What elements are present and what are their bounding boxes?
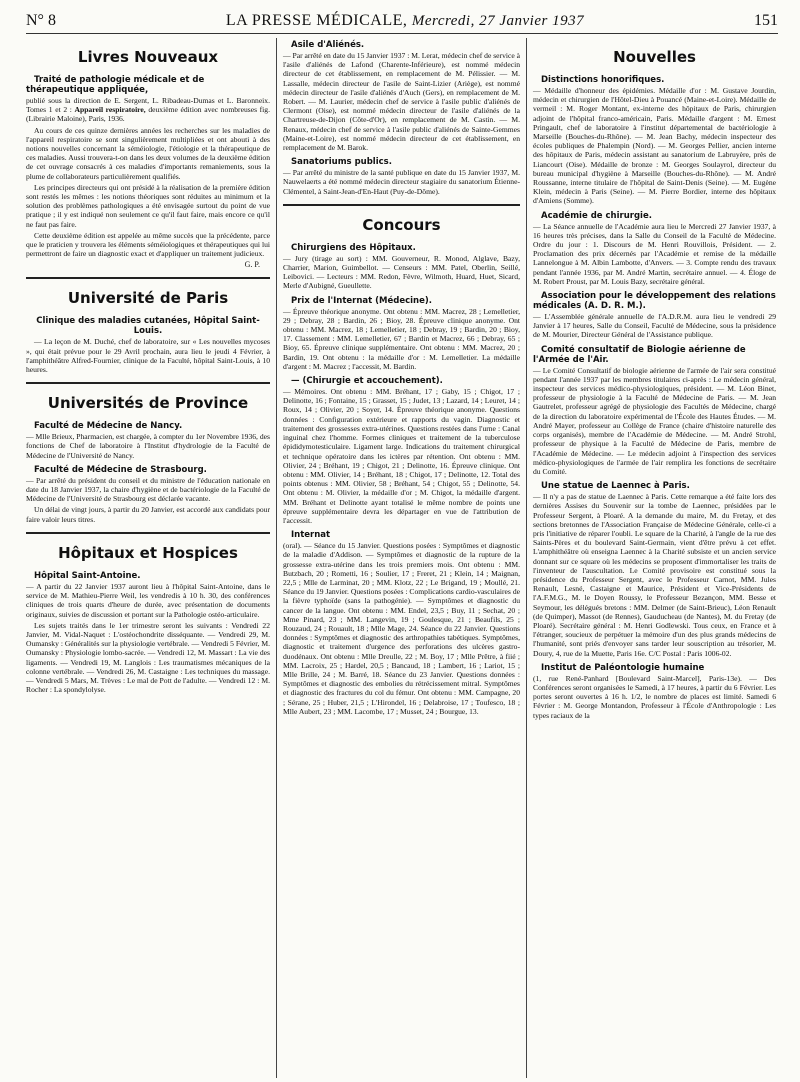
book-volume: Appareil respiratoire, [74,105,146,115]
review-paragraph-2: Les principes directeurs qui ont présidé à la réalisation de la première édition sont restés les mêmes : les notions théoriques sont réduites au minimum et la solution des problèmes pathologiques a été envisagée surtout du point de vue pratique ; il y est indiqué non seulement ce qu'il faut faire, mais encore ce qu'il ne faut pas faire. [26,182,270,229]
section-title-livres: Livres Nouveaux [77,48,219,66]
section-divider [26,382,270,384]
masthead-title [226,12,584,30]
book-details [26,96,270,124]
book-heading [26,75,270,95]
paris-item-body: — La leçon de M. Duché, chef de laboratoire, sur « Les nouvelles mycoses », qui était prévue pour le 29 Avril prochain, aura lieu le jeudi 4 Février, à l'amphithéâtre Alfred-Fournier, clinique de la Faculté, hôpital Saint-Louis, à 10 heures. [26,337,270,375]
running-head [26,0,778,34]
prix-chirurgie-body: — Mémoires. Ont obtenu : MM. Bréhant, 17 ; Gaby, 15 ; Chigot, 17 ; Delinotte, 16 ; Fontaine, 15 ; Grasset, 15 ; Judet, 13 ; Lazard, 14 ; Leuret, 14 ; Roux, 14 ; Olivier, 20 ; Soyer, 14. Épreuve théorique anonyme. Questions données : Configuration extérieure et rapports du vagin. Diagnostic et traitement des grossesses extra-utérines. Questions restées dans l'urne : Canal inguinal chez l'homme. Formes cliniques et traitement de la tuberculose épididymotesticulaire. Ligament large. Indications du traitement chirurgical et technique opératoire dans les ictères par rétention. Ont obtenu : MM. Olivier, 24 ; Bréhant, 19 ; Chigot, 21 ; Delinotte, 16. Épreuve clinique. Ont obtenu : MM. Olivier, 14 ; Bréhant, 18 ; Chigot, 17 ; Delinotte, 12. Total des points obtenus : MM. Olivier, 58 ; Bréhant, 54 ; Chigot, 55 ; Delinotte, 54. Ont obtenu : M. Olivier, la médaille d'or ; M. Chigot, la médaille d'argent. MM. Bréhant et Delinotte ayant totalisé le même nombre de points une épreuve supplémentaire devra les départager en vue de l'attribution de l'accessit. [283,387,520,525]
prix-heading: Prix de l'Internat (Médecine). [291,295,432,306]
section-title-concours: Concours [362,215,441,234]
paris-item-heading: Clinique des maladies cutanées, Hôpital Saint-Louis. [36,316,260,337]
distinctions-body: — Médaille d'honneur des épidémies. Médaille d'or : M. Gustave Jourdin, médecin et chirurgien de l'Hôtel-Dieu à Pouancé (Maine-et-Loire). Médaille de vermeil : M. Roger Montant, ex-interne des hôpitaux de Paris, chirurgien adjoint de l'hôpital franco-américain, Paris. Médaille d'argent : M. Ernest Pringault, chef de laboratoire à l'institut départemental de bactériologie à Marseille (Bouches-du-Rhône). — M. Jean Bachy, médecin inspecteur des écoles publiques de Phalempin (Nord). — M. Georges Pellier, ancien interne des hôpitaux de Paris, médecin assistant au sanatorium de Labruyère, près de Liancourt (Oise). Médaille de bronze : M. Georges Soulayrol, directeur du bureau municipal d'hygiène à Marseille (Bouches-du-Rhône). — M. André Roussanne, interne titulaire de l'hôpital de Saint-Denis (Seine). — M. Eugène Klein, médecin à Paris (Seine). — M. Pierre Bordier, interne des hôpitaux d'Amiens (Somme). [533,86,776,206]
nancy-body: — Mlle Brieux, Pharmacien, est chargée, à compter du 1er Novembre 1936, des fonctions de Chef de laboratoire à l'Institut d'hydrologie de la Faculté de Médecine de l'Université de Nancy. [26,432,270,460]
section-divider [26,277,270,279]
antoine-body-2: Les sujets traités dans le 1er trimestre seront les suivants : Vendredi 22 Janvier, M. Vidal-Naquet : L'ostéochondrite disséquante. — Vendredi 29, M. Oumansky : Généralités sur la physiologie vertébrale. — Vendredi 5 Février, M. Oumansky : Physiologie lombo-sacrée. — Vendredi 12, M. Massart : La vie des ligaments. — Vendredi 19, M. Langlois : Les traumatismes mécaniques de la colonne vertébrale. — Vendredi 26, M. Castaigne : Les techniques du massage. — Vendredi 5 Mars, M. Trèves : Le mal de Pott de l'adulte. — Vendredi 12 : M. Rocher : La spondylolyse. [26,620,270,695]
comite-heading: Comité consultatif de Biologie aérienne de l'Armée de l'Air. [533,344,746,365]
association-body: — L'Assemblée générale annuelle de l'A.D.R.M. aura lieu le vendredi 29 Janvier à 17 heures, Salle du Conseil, Faculté de Médecine, sous la présidence de M. Mourier, Directeur Général de l'Assistance publique. [533,312,776,340]
journal-name: LA PRESSE MÉDICALE, [225,12,408,29]
issue-date: Mercredi, 27 Janvier 1937 [411,13,585,29]
column-3 [526,38,776,1078]
prix-chirurgie-heading: — (Chirurgie et accouchement). [291,376,443,387]
book-edition: deuxième édition avec nombreuses fig. (Librairie Maloine), Paris, 1936. [26,105,270,124]
columns [26,38,778,1078]
review-paragraph-1: Au cours de ces quinze dernières années les recherches sur les maladies de l'appareil respiratoire se sont singulièrement multipliées et ont abouti à des notions nouvelles concernant la séméiologie, l'étiologie et la thérapeutique de ces maladies. Aussi trouvera-t-on dans les deux volumes de la deuxième édition de cet ouvrage consacrés à ces maladies d'importants remaniements, sous la plume de collaborateurs particulièrement qualifiés. [26,125,270,181]
statue-heading: Une statue de Laennec à Paris. [541,481,690,492]
sana-body: — Par arrêté du ministre de la santé publique en date du 15 Janvier 1937, M. Nauwelaerts a été nommé médecin directeur stagiaire du sanatorium Étienne-Clémentel, à Saint-Jean-d'En-Haut (Puy-de-Dôme). [283,168,520,196]
column-1 [26,38,276,1078]
strasbourg-body-2: Un délai de vingt jours, à partir du 20 Janvier, est accordé aux candidats pour faire valoir leurs titres. [26,505,270,524]
antoine-heading: Hôpital Saint-Antoine. [34,570,141,581]
distinctions-heading: Distinctions honorifiques. [541,75,665,85]
prix-body: — Épreuve théorique anonyme. Ont obtenu : MM. Macrez, 28 ; Lemelletier, 29 ; Debray, 28 ; Bardin, 26 ; Bioy, 28. Épreuve clinique anonyme. Ont obtenu : MM. Macrez, 18 ; Lemelletier, 18 ; Debray, 19 ; Bardin, 20 ; Bioy, 17. Classement : MM. Lemelletier, 67 ; Bardin et Macrez, 66 ; Debray, 65 ; Bioy, 65. Épreuve clinique supplémentaire. Ont obtenu : MM. Macrez, 20 ; Bardin, 19. Ont obtenu : la médaille d'or : M. Lemelletier. La médaille d'argent : M. Macrez ; l'accessit, M. Bardin. [283,306,520,371]
asile-body: — Par arrêté en date du 15 Janvier 1937 : M. Lerat, médecin chef de service à l'asile d'aliénés de Lafond (Charente-Inférieure), est nommé médecin directeur de cet établissement, en remplacement de M. Pélissier. — M. Lassalle, médecin directeur de l'asile de Saint-Lizier (Ariège), est nommé médecin directeur de l'asile d'aliénés d'Auch (Gers), en remplacement de M. Robert. — M. Laurier, médecin chef de service à l'asile public d'aliénés de Clermont (Oise), est nommé médecin directeur de l'asile d'aliénés de la Chartreuse-de-Dijon (Côte-d'Or), en remplacement de M. Castin. — M. Renaux, médecin chef de service à l'asile public d'aliénés de Sainte-Gemmes (Maine-et-Loire), est nommé médecin directeur de cet établissement, en remplacement de M. Barok. [283,51,520,153]
internat-body: (oral). — Séance du 15 Janvier. Questions posées : Symptômes et diagnostic de la maladie d'Addison. — Symptômes et diagnostic de la rupture de la grossesse extra-utérine dans les trois premiers mois. Ont obtenu : MM. Butzbach, 20 ; Rometti, 16 ; Soulier, 17 ; Freret, 21 ; Klein, 14 ; Maignan, 22,5 ; Mlle de Larminat, 20 ; MM. Klotz, 22 ; Le Brigand, 19 ; Moullé, 21. Séance du 19 Janvier. Questions posées : Complications cardio-vasculaires de la fièvre typhoïde (sans la pathogénie). — Symptômes et diagnostic du cancer de la langue. Ont obtenu : MM. Endel, 23,5 ; Buy, 11 ; Sechat, 20 ; Mme Pinard, 23 ; MM. Langevin, 19 ; Goulesque, 21 ; Beaufils, 25 ; Rouzaud, 24 ; Rouault, 18 ; Mlle Mage, 24. Séance du 22 Janvier. Questions données : Symptômes et diagnostic des arthropathies tabétiques. Symptômes, diagnostic et traitement d'urgence des perforations des ulcères gastro-duodénaux. Ont obtenu : Mlle Dreulle, 22 ; M. Boy, 17 ; Mlle Prêtre, à fiié ; MM. Lacroix, 25 ; Hardel, 20,5 ; Bancaud, 18 ; Lambert, 16 ; Lariot, 15 ; Mlle Brille, 24 ; M. Barré, 18. Séance du 23 Janvier. Questions données : Symptômes et diagnostic des embolies du rétrécissement mitral. Symptômes et diagnostic des fractures du col du fémur. Ont obtenu : MM. Campagne, 20 ; Sérane, 25 ; Huber, 21,5 ; L'Hirondel, 16 ; Delabroise, 17 ; Toufesco, 18 ; Mlle Aubert, 23 ; MM. Lacombe, 17 ; Musset, 24 ; Bourgue, 13. [283,541,520,716]
association-heading: Association pour le développement des relations médicales (A. D. R. M.). [533,291,776,312]
chirurgiens-body: — Jury (tirage au sort) : MM. Gouverneur, R. Monod, Alglave, Bazy, Charrier, Marion, Guimbellot. — Censeurs : MM. Patel, Oberlin, Seillé, Leibovici. — Lecteurs : MM. Redon, Fèvre, Wilmoth, Huard, Huet, Sicard, Merle d'Aubigné, Gueullette. [283,253,520,291]
statue-body: — Il n'y a pas de statue de Laennec à Paris. Cette remarque a été faite lors des dernières Assises du Souvenir sur la tombe de Laennec, présidées par le Professeur Sergent, à Ploaré. A la demande du maire, M. du Fretay, et des sections bretonnes de l'Association Française de Médecine Générale, celle-ci a pris l'initiative de réparer l'oubli. Le square de la Charité, à l'angle de la rue des Saints-Pères et du boulevard Saint-Germain, vient d'être prévu à cet effet. L'amphithéâtre où enseigna Laennec à la Charité subsiste et un ancien service donnant sur ce square où les médecins se proposent d'immortaliser les traits de l'inventeur de l'auscultation. Le Comité provisoire est constitué sous la présidence du Professeur Sergent, avec le Professeur Carnot, MM. Jules Renault, Lesné, Castaigne et Maurice, Président et Vice-Présidents de l'A.F.M.G., M. le Doyen Roussy, le Professeur Bezançon, MM. Besse et Seymour, les délégués bretons : MM. Delmer (de Saint-Brieuc), Léon Renault (de Quimper), Massot (de Rennes), Gauducheau (de Nantes), M. du Fretay (de Ploaré). Secrétaire général : M. Henri Godlewski. Tous ceux, en France et à l'étranger, soucieux de perpétuer la mémoire d'un des plus grands médecins de l'humanité, sont priés d'envoyer sans tarder leur souscription au trésorier, M. Doury, 4, rue de la Muette, Paris 16e. C/C Postal : Paris 1006-02. [533,492,776,658]
comite-body: — Le Comité Consultatif de biologie aérienne de l'armée de l'air sera constitué pendant l'année 1937 par les membres titulaires ci-après : Le médecin général, inspecteur des services médico-physiologiques, président. — M. Léon Binet, professeur de physiologie à la Faculté de Médecine de Paris. — M. Jean Gautrelet, professeur agrégé de physiologie des Facultés de Médecine, chargé de la direction du laboratoire expérimental de l'École des Hautes Études. — M. André Mayer, professeur au Collège de France (chaire d'histoire naturelle des corps organisés), membre de l'Académie de Médecine. — M. André Strohl, professeur de physique à la Faculté de Médecine de Paris, membre de l'Académie de Médecine. — Le médecin adjoint à l'inspection des services médico-physiologiques de l'armée de l'air remplira les fonctions de secrétaire du Comité. [533,365,776,476]
sana-heading: Sanatoriums publics. [291,157,392,168]
review-signature: G. P. [244,260,260,270]
strasbourg-heading: Faculté de Médecine de Strasbourg. [34,464,207,475]
section-title-province: Universités de Province [47,394,249,413]
column-2 [276,38,526,1078]
issue-number: N° 8 [26,12,56,29]
section-title-hopitaux: Hôpitaux et Hospices [58,543,238,562]
internat-heading: Internat [291,530,331,541]
page-number: 151 [754,12,778,29]
review-paragraph-3: Cette deuxième édition est appelée au même succès que la précédente, parce que le praticien y trouvera les éléments séméiologiques et thérapeutiques qui lui permettront de faire un diagnostic exact et d'appliquer un traitement judicieux. [26,230,270,259]
academie-body: — La Séance annuelle de l'Académie aura lieu le Mercredi 27 Janvier 1937, à 16 heures très précises, dans la Salle du Conseil de la Faculté de Médecine. Ordre du jour : 1. Discours de M. Henri Rouvillois, Président. — 2. Proclamation des prix décernés par l'Académie et remise de la médaille Lannelongue à M. Albin Lambotte, d'Anvers. — 3. Compte rendu des travaux pendant l'année 1936, par M. André Martin, secrétaire annuel. — 4. Éloge de M. Robert Proust, par M. Louis Bazy, secrétaire général. [533,221,776,286]
academie-heading: Académie de chirurgie. [541,210,652,221]
section-title-paris: Université de Paris [67,289,229,308]
antoine-body: — A partir du 22 Janvier 1937 auront lieu à l'hôpital Saint-Antoine, dans le service de M. Mathieu-Pierre Weil, les vendredis à 10 h. 30, des conférences cliniques de trois quarts d'heure de durée, avec présentation de documents originaux, suivies de discussion et portant sur la Pathologie ostéo-articulaire. [26,581,270,619]
section-divider [283,204,520,206]
section-title-nouvelles: Nouvelles [613,48,696,66]
book-details-text: publié sous la direction de E. Sergent, L. Ribadeau-Dumas et L. Baronneix. Tomes 1 et 2 : [26,96,270,115]
paleontologie-body: (1, rue René-Panhard [Boulevard Saint-Marcel], Paris-13e). — Des Conférences seront organisées le Samedi, à 17 heures, à partir du 6 Février. Les portes seront ouvertes à 16 h. 1/2, le nombre de places est limité. Samedi 6 Février : M. George Montandon, Professeur à l'École d'Anthropologie : Les types raciaux de la [533,673,776,720]
book-title: Traité de pathologie médicale et de thérapeutique appliquée, [26,75,205,95]
asile-heading: Asile d'Aliénés. [291,40,365,50]
nancy-heading: Faculté de Médecine de Nancy. [34,421,183,432]
paleontologie-heading: Institut de Paléontologie humaine [541,662,705,673]
section-divider [26,532,270,534]
chirurgiens-heading: Chirurgiens des Hôpitaux. [291,242,416,253]
strasbourg-body: — Par arrêté du président du conseil et du ministre de l'éducation nationale en date du 18 Janvier 1937, la chaire d'hygiène et de bactériologie de la Faculté de Médecine de l'Université de Strasbourg est déclarée vacante. [26,475,270,504]
